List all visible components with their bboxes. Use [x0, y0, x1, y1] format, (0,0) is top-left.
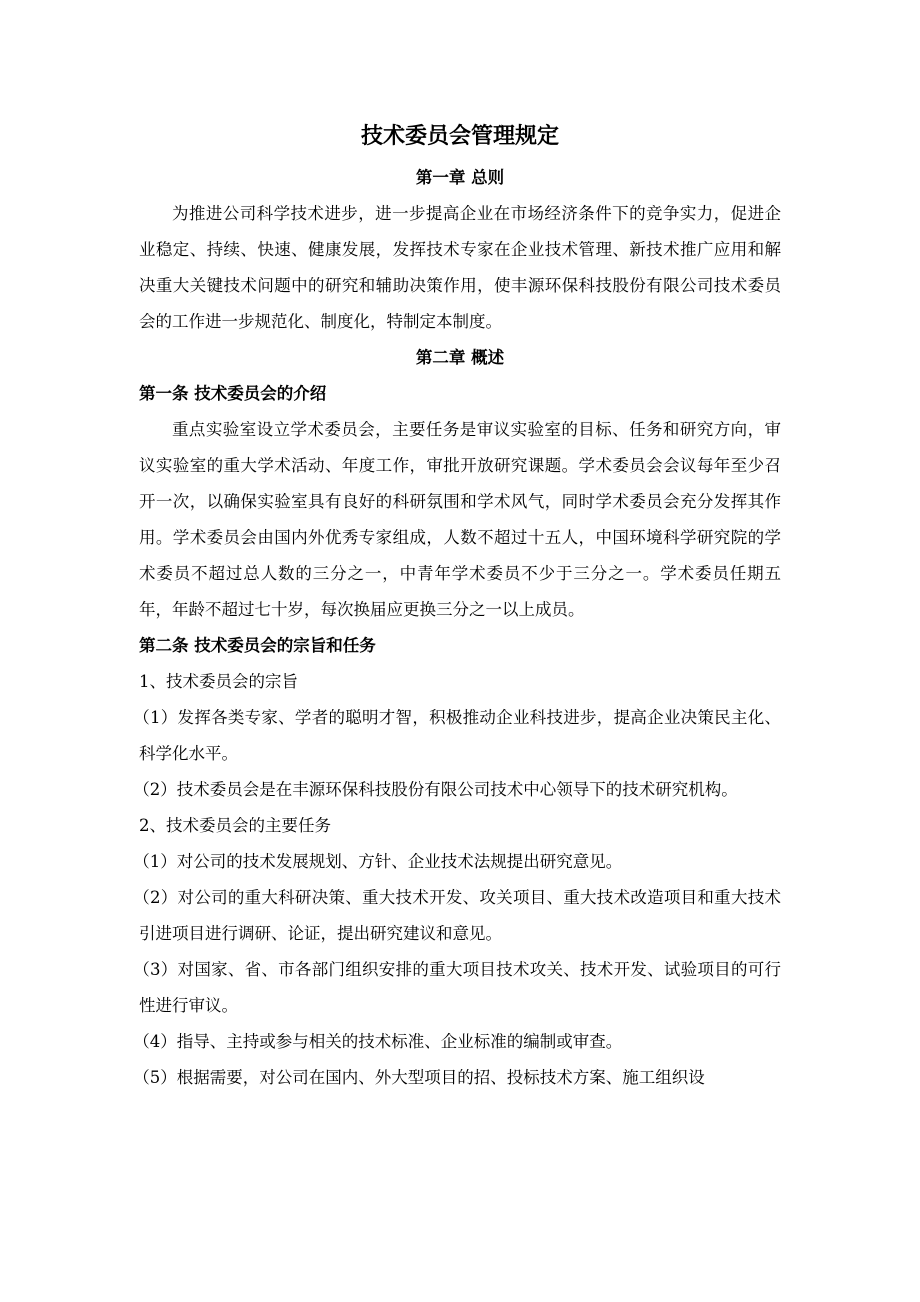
- section-2-heading: 2、技术委员会的主要任务: [139, 816, 331, 835]
- document-title: 技术委员会管理规定: [360, 123, 559, 149]
- article-1-paragraph: 重点实验室设立学术委员会，主要任务是审议实验室的目标、任务和研究方向，审议实验室的重大学术活动、年度工作，审批开放研究课题。学术委员会会议每年至少召开一次，以确保实验室具有良好的科研氛围和学术风气，同时学术委员会充分发挥其作用。学术委员会由国内外优秀专家组成，人数不超过十五人，中国环境科学研究院的学术委员不超过总人数的三分之一，中青年学术委员不少于三分之一。学术委员任期五年，年龄不超过七十岁，每次换届应更换三分之一以上成员。: [139, 420, 781, 619]
- chapter-1-heading: 第一章 总则: [415, 168, 505, 187]
- section-2-item: （5）根据需要，对公司在国内、外大型项目的招、投标技术方案、施工组织设: [133, 1068, 705, 1087]
- section-2-item: （1）对公司的技术发展规划、方针、企业技术法规提出研究意见。: [133, 852, 623, 871]
- section-2-item: （3）对国家、省、市各部门组织安排的重大项目技术攻关、技术开发、试验项目的可行性进行审议。: [133, 960, 781, 1015]
- section-1-item: （2）技术委员会是在丰源环保科技股份有限公司技术中心领导下的技术研究机构。: [133, 780, 738, 799]
- chapter-2-heading: 第二章 概述: [415, 348, 505, 367]
- section-1-heading: 1、技术委员会的宗旨: [139, 672, 298, 691]
- chapter-1-paragraph: 为推进公司科学技术进步，进一步提高企业在市场经济条件下的竞争实力，促进企业稳定、持续、快速、健康发展，发挥技术专家在企业技术管理、新技术推广应用和解决重大关键技术问题中的研究和辅助决策作用，使丰源环保科技股份有限公司技术委员会的工作进一步规范化、制度化，特制定本制度。: [139, 204, 781, 331]
- section-1-item: （1）发挥各类专家、学者的聪明才智，积极推动企业科技进步，提高企业决策民主化、科学化水平。: [133, 708, 781, 763]
- document-page: [133, 112, 781, 1096]
- section-2-item: （4）指导、主持或参与相关的技术标准、企业标准的编制或审查。: [133, 1032, 623, 1051]
- article-2-heading: 第二条 技术委员会的宗旨和任务: [139, 636, 376, 655]
- article-1-heading: 第一条 技术委员会的介绍: [139, 384, 327, 403]
- section-2-item: （2）对公司的重大科研决策、重大技术开发、攻关项目、重大技术改造项目和重大技术引进项目进行调研、论证，提出研究建议和意见。: [133, 888, 781, 943]
